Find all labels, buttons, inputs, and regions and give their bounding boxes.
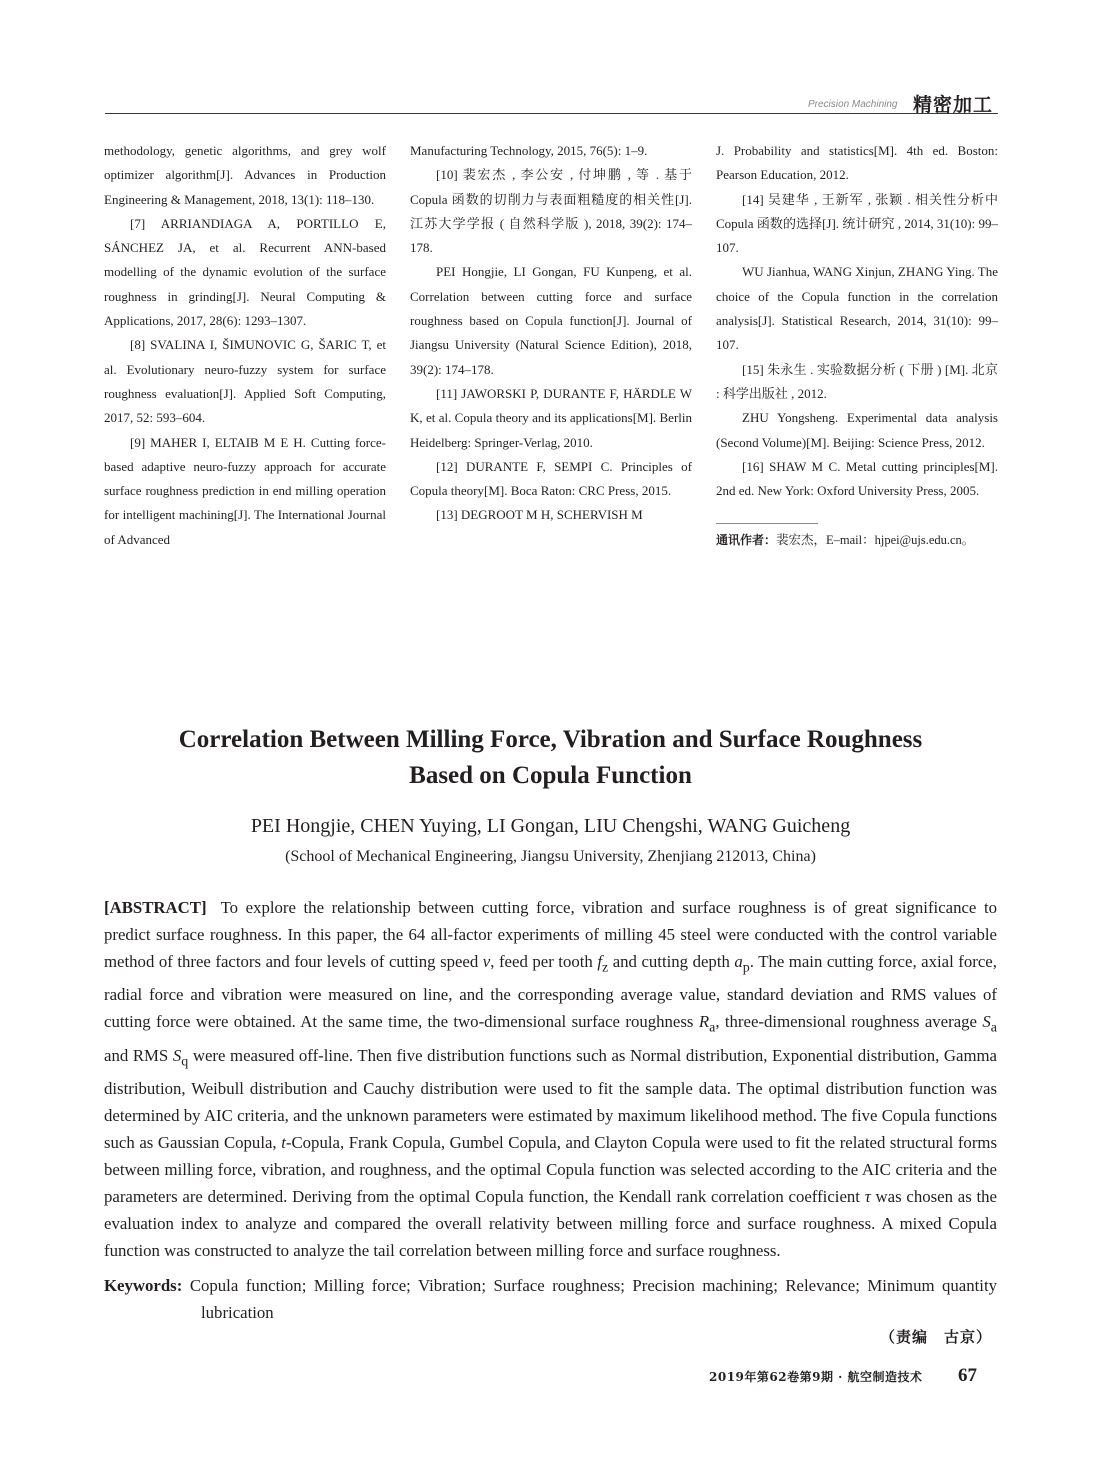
editor-note: （责编 古京） — [880, 1328, 993, 1346]
abstract-text: , three-dimensional roughness average — [715, 1012, 978, 1032]
abstract-text: was chosen as the evaluation index to analyze and compared the overall relativity between milling force and surface roughness. A mixed Copula function was constructed to analyze the tail correlation between milling force and surface roughness. — [104, 1187, 998, 1261]
correspondence-text: 裴宏杰，E–mail：hjpei@ujs.edu.cn。 — [776, 533, 975, 548]
reference-entry: [14] 吴建华 , 王新军 , 张颖 . 相关性分析中 Copula 函数的选择[J]. 统计研究 , 2014, 31(10): 99–107. — [716, 191, 998, 256]
reference-entry: WU Jianhua, WANG Xinjun, ZHANG Ying. The choice of the Copula function in the correlation analysis[J]. Statistical Research, 2014, 31(10): 99–107. — [716, 264, 998, 353]
symbol-R: R — [698, 1012, 710, 1032]
reference-entry: PEI Hongjie, LI Gongan, FU Kunpeng, et al. Correlation between cutting force and surface roughness based on Copula function[J]. Journal of Jiangsu University (Natural Science Edition), 2018, 39(2): 174–178. — [410, 264, 692, 377]
abstract-text: To explore the relationship between cutting force, vibration and surface roughness is of great significance to predict surface roughness. In this paper, the 64 all-factor experiments of milling 45 steel were conducted with the control variable method of three factors and four levels of cutting speed — [104, 898, 997, 971]
symbol-R-subscript: a — [709, 1020, 716, 1036]
abstract-label: [ABSTRACT] — [104, 898, 207, 917]
symbol-S: S — [172, 1045, 182, 1065]
page-number: 67 — [958, 1365, 977, 1386]
abstract-text: and cutting depth — [612, 952, 730, 971]
references-column-3 — [716, 139, 998, 550]
symbol-t: t — [281, 1133, 286, 1153]
reference-entry: Manufacturing Technology, 2015, 76(5): 1–9. — [410, 143, 648, 158]
references-column-2 — [410, 139, 692, 528]
reference-entry: [13] DEGROOT M H, SCHERVISH M — [436, 507, 643, 523]
footnote-rule — [716, 523, 818, 524]
abstract-text: , feed per tooth — [490, 952, 593, 971]
article-title-line-2: Based on Copula Function — [409, 762, 692, 789]
references-column-3-list — [716, 139, 998, 503]
reference-entry: methodology, genetic algorithms, and grey wolf optimizer algorithm[J]. Advances in Production Engineering & Management, 2018, 13(1): 118–130. — [104, 143, 386, 207]
symbol-tau: τ — [864, 1187, 871, 1207]
footer-issue: 2019年第62卷第9期 · 航空制造技术 — [709, 1370, 923, 1384]
symbol-S: S — [982, 1012, 991, 1032]
symbol-Sq-subscript: q — [181, 1054, 189, 1070]
correspondence-note — [716, 530, 998, 550]
reference-entry: ZHU Yongsheng. Experimental data analysis (Second Volume)[M]. Beijing: Science Press, 2012. — [716, 410, 998, 450]
article-title — [104, 722, 997, 794]
reference-entry: [7] ARRIANDIAGA A, PORTILLO E, SÁNCHEZ JA, et al. Recurrent ANN-based modelling of the dynamic evolution of the surface roughness in grinding[J]. Neural Computing & Applications, 2017, 28(6): 1293–1307. — [104, 215, 386, 329]
symbol-f-subscript: z — [601, 960, 609, 976]
keywords-text: Copula function; Milling force; Vibration; Surface roughness; Precision machining; Relevance; Minimum quantity lubrication — [189, 1276, 998, 1322]
references-column-1 — [104, 139, 386, 552]
header-journal-en: Precision Machining — [808, 99, 898, 110]
reference-entry: [12] DURANTE F, SEMPI C. Principles of Copula theory[M]. Boca Raton: CRC Press, 2015. — [410, 458, 692, 499]
abstract-text: were measured off-line. Then five distribution functions such as Normal distribution, Exponential distribution, Gamma distribution, Weibull distribution and Cauchy distribution were used to fit the sample data. The optimal distribution function was determined by AIC criteria, and the unknown parameters were estimated by maximum likelihood method. The five Copula functions such as Gaussian Copula, — [104, 1045, 998, 1153]
header-rule — [105, 113, 998, 114]
article-authors: PEI Hongjie, CHEN Yuying, LI Gongan, LIU Chengshi, WANG Guicheng — [250, 815, 851, 837]
reference-entry: [15] 朱永生 . 实验数据分析 ( 下册 ) [M]. 北京 : 科学出版社 , 2012. — [716, 361, 998, 401]
keywords-label: Keywords: — [104, 1276, 183, 1295]
abstract-text: -Copula, Frank Copula, Gumbel Copula, and Clayton Copula were used to fit the related structural forms between milling force, vibration, and roughness, and the optimal Copula function was selected according to the AIC criteria and the parameters are determined. Deriving from the optimal Copula function, the Kendall rank correlation coefficient — [104, 1133, 997, 1207]
header-journal-cn: 精密加工 — [913, 94, 994, 116]
reference-entry: [8] SVALINA I, ŠIMUNOVIC G, ŠARIC T, et al. Evolutionary neuro-fuzzy system for surface roughness evaluation[J]. Applied Soft Computing, 2017, 52: 593–604. — [104, 337, 386, 426]
article-title-line-1: Correlation Between Milling Force, Vibration and Surface Roughness — [178, 726, 923, 753]
reference-entry: [11] JAWORSKI P, DURANTE F, HÄRDLE W K, et al. Copula theory and its applications[M]. Berlin Heidelberg: Springer-Verlag, 2010. — [410, 385, 692, 450]
symbol-a: a — [734, 952, 743, 971]
symbol-f: f — [597, 952, 602, 971]
symbol-a-subscript: p — [742, 960, 750, 976]
reference-entry: J. Probability and statistics[M]. 4th ed. Boston: Pearson Education, 2012. — [716, 143, 998, 183]
keywords — [104, 1272, 997, 1326]
reference-entry: [10] 裴宏杰 , 李公安 , 付坤鹏 , 等 . 基于 Copula 函数的切削力与表面粗糙度的相关性[J]. 江苏大学学报 ( 自然科学版 ), 2018, 39(2): 174–178. — [410, 167, 692, 256]
article-affiliation: (School of Mechanical Engineering, Jiangsu University, Zhenjiang 212013, China) — [285, 848, 816, 865]
abstract-text: . The main cutting force, axial force, radial force and vibration were measured on line, and the corresponding average value, standard deviation and RMS values of cutting force were obtained. At the same time, the two-dimensional surface roughness — [104, 952, 997, 1032]
correspondence-label: 通讯作者： — [716, 533, 777, 548]
reference-entry: [16] SHAW M C. Metal cutting principles[M]. 2nd ed. New York: Oxford University Press, 2005. — [716, 458, 998, 499]
symbol-Sa-subscript: a — [990, 1020, 998, 1036]
symbol-v: v — [482, 952, 491, 971]
reference-entry: [9] MAHER I, ELTAIB M E H. Cutting force-based adaptive neuro-fuzzy approach for accurate surface roughness prediction in end milling operation for intelligent machining[J]. The International Journal of Advanced — [104, 434, 386, 547]
abstract-text: and RMS — [104, 1045, 169, 1065]
abstract — [104, 894, 997, 1264]
